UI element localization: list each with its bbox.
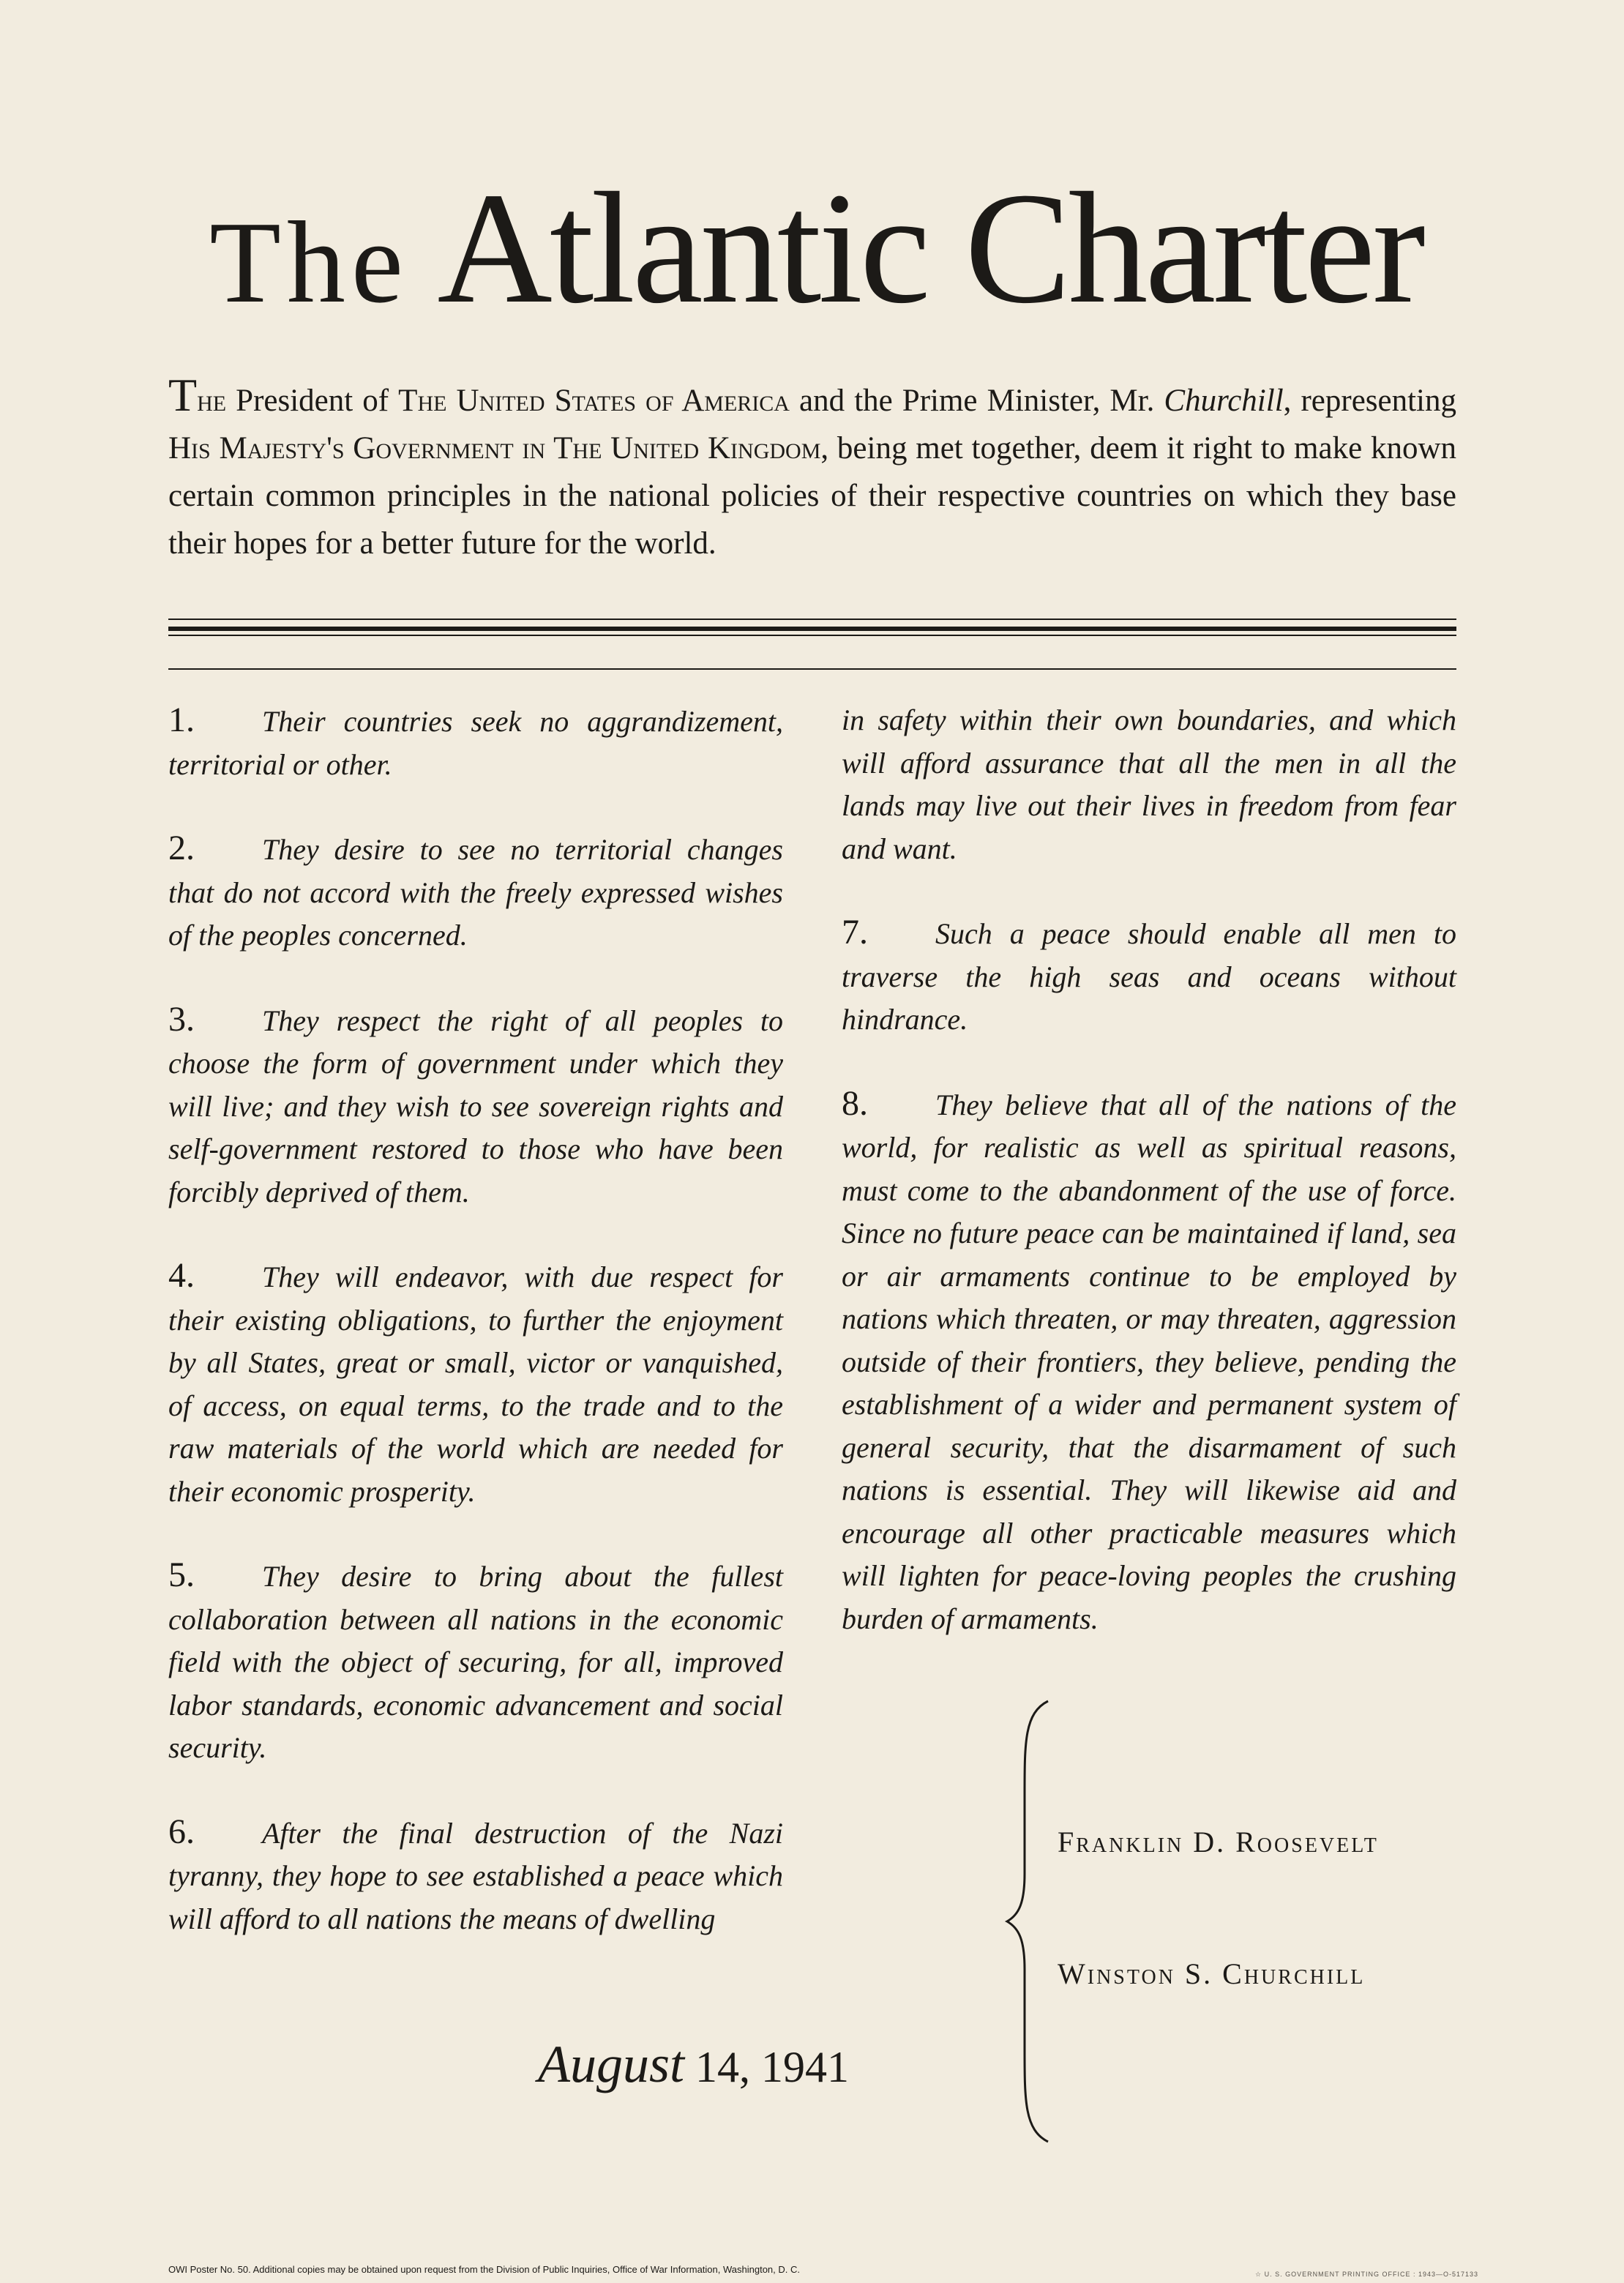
page-title xyxy=(168,157,1464,354)
printer-imprint: ☆ U. S. GOVERNMENT PRINTING OFFICE : 1943—O-517133 xyxy=(1255,2271,1478,2278)
article-number: 2. xyxy=(168,829,195,867)
title-the: The xyxy=(209,197,409,327)
signatory-roosevelt: Franklin D. Roosevelt xyxy=(1058,1826,1379,1858)
date xyxy=(538,2035,918,2096)
preamble-part: , representing xyxy=(1283,384,1457,418)
article-8 xyxy=(842,1083,1456,1641)
article-text: in safety within their own boundaries, and which will afford assurance that all the men in all the lands may live out their lives in freedom from fear and want. xyxy=(842,703,1456,865)
divider xyxy=(168,627,1456,631)
curly-brace-icon xyxy=(1003,1698,1054,2145)
article-text: They respect the right of all peoples to choose the form of government under which they will live; and they wish to see sovereign rights and self-government restored to those who have been forcibly deprived of them. xyxy=(168,1004,783,1208)
preamble-part: and the Prime Minister, Mr. xyxy=(789,384,1164,418)
footer-note: OWI Poster No. 50. Additional copies may be obtained upon request from the Division of Public Inquiries, Office of War Information, Washington, D. C. xyxy=(168,2264,800,2275)
article-text: After the final destruction of the Nazi tyranny, they hope to see established a peace which will afford to all nations the means of dwelling xyxy=(168,1816,783,1935)
article-6-continued xyxy=(842,699,1456,870)
preamble-part: he xyxy=(197,384,227,418)
preamble-name: Churchill xyxy=(1164,384,1284,418)
article-text: They desire to bring about the fullest collaboration between all nations in the economic field with the object of securing, for all, improved labor standards, economic advancement and social security. xyxy=(168,1560,783,1764)
article-2 xyxy=(168,827,783,957)
date-day-year: 14, 1941 xyxy=(684,2043,850,2091)
articles-left-column xyxy=(168,699,783,1981)
article-number: 4. xyxy=(168,1256,195,1295)
article-number: 7. xyxy=(842,913,868,952)
preamble xyxy=(168,369,1457,567)
article-number: 5. xyxy=(168,1555,195,1594)
preamble-part: President of xyxy=(226,384,399,418)
article-3 xyxy=(168,998,783,1214)
article-4 xyxy=(168,1255,783,1513)
article-text: Their countries seek no aggrandizement, territorial or other. xyxy=(168,705,783,781)
preamble-part: , being met together, deem it right to make known certain common principles in the national policies of their respective countries on which they base their hopes for a better future for the world. xyxy=(168,431,1457,561)
preamble-country: The United States of America xyxy=(398,384,790,418)
divider xyxy=(168,619,1456,620)
title-main: Atlantic Charter xyxy=(437,160,1423,337)
article-text: They desire to see no territorial changes that do not accord with the freely expressed wishes of the peoples concerned. xyxy=(168,833,783,952)
divider xyxy=(168,668,1456,670)
article-text: They believe that all of the nations of the world, for realistic as well as spiritual reasons, must come to the abandonment of the use of force. Since no future peace can be maintained if land, sea or air armaments continue to be employed by nations which threaten, or may threaten, aggression outside of their frontiers, they believe, pending the establishment of a wider and permanent system of general security, that the disarmament of such nations is essential. They will likewise aid and encourage all other practicable measures which will lighten for peace-loving peoples the crushing burden of armaments. xyxy=(842,1088,1456,1635)
article-number: 1. xyxy=(168,700,195,739)
article-6 xyxy=(168,1811,783,1941)
article-number: 3. xyxy=(168,999,195,1039)
article-number: 6. xyxy=(168,1812,195,1851)
preamble-dropcap: T xyxy=(168,369,198,421)
preamble-government: His Majesty's Government in The United Kingdom xyxy=(168,431,821,466)
article-text: Such a peace should enable all men to traverse the high seas and oceans without hindrance. xyxy=(842,917,1456,1036)
divider xyxy=(168,635,1456,636)
article-1 xyxy=(168,699,783,786)
article-text: They will endeavor, with due respect for their existing obligations, to further the enjoyment by all States, great or small, victor or vanquished, of access, on equal terms, to the trade and to the raw materials of the world which are needed for their economic prosperity. xyxy=(168,1260,783,1508)
article-5 xyxy=(168,1554,783,1770)
date-month: August xyxy=(538,2035,685,2093)
article-number: 8. xyxy=(842,1083,868,1123)
article-7 xyxy=(842,911,1456,1042)
articles-right-column xyxy=(842,699,1456,1681)
signatory-churchill: Winston S. Churchill xyxy=(1058,1957,1366,1990)
